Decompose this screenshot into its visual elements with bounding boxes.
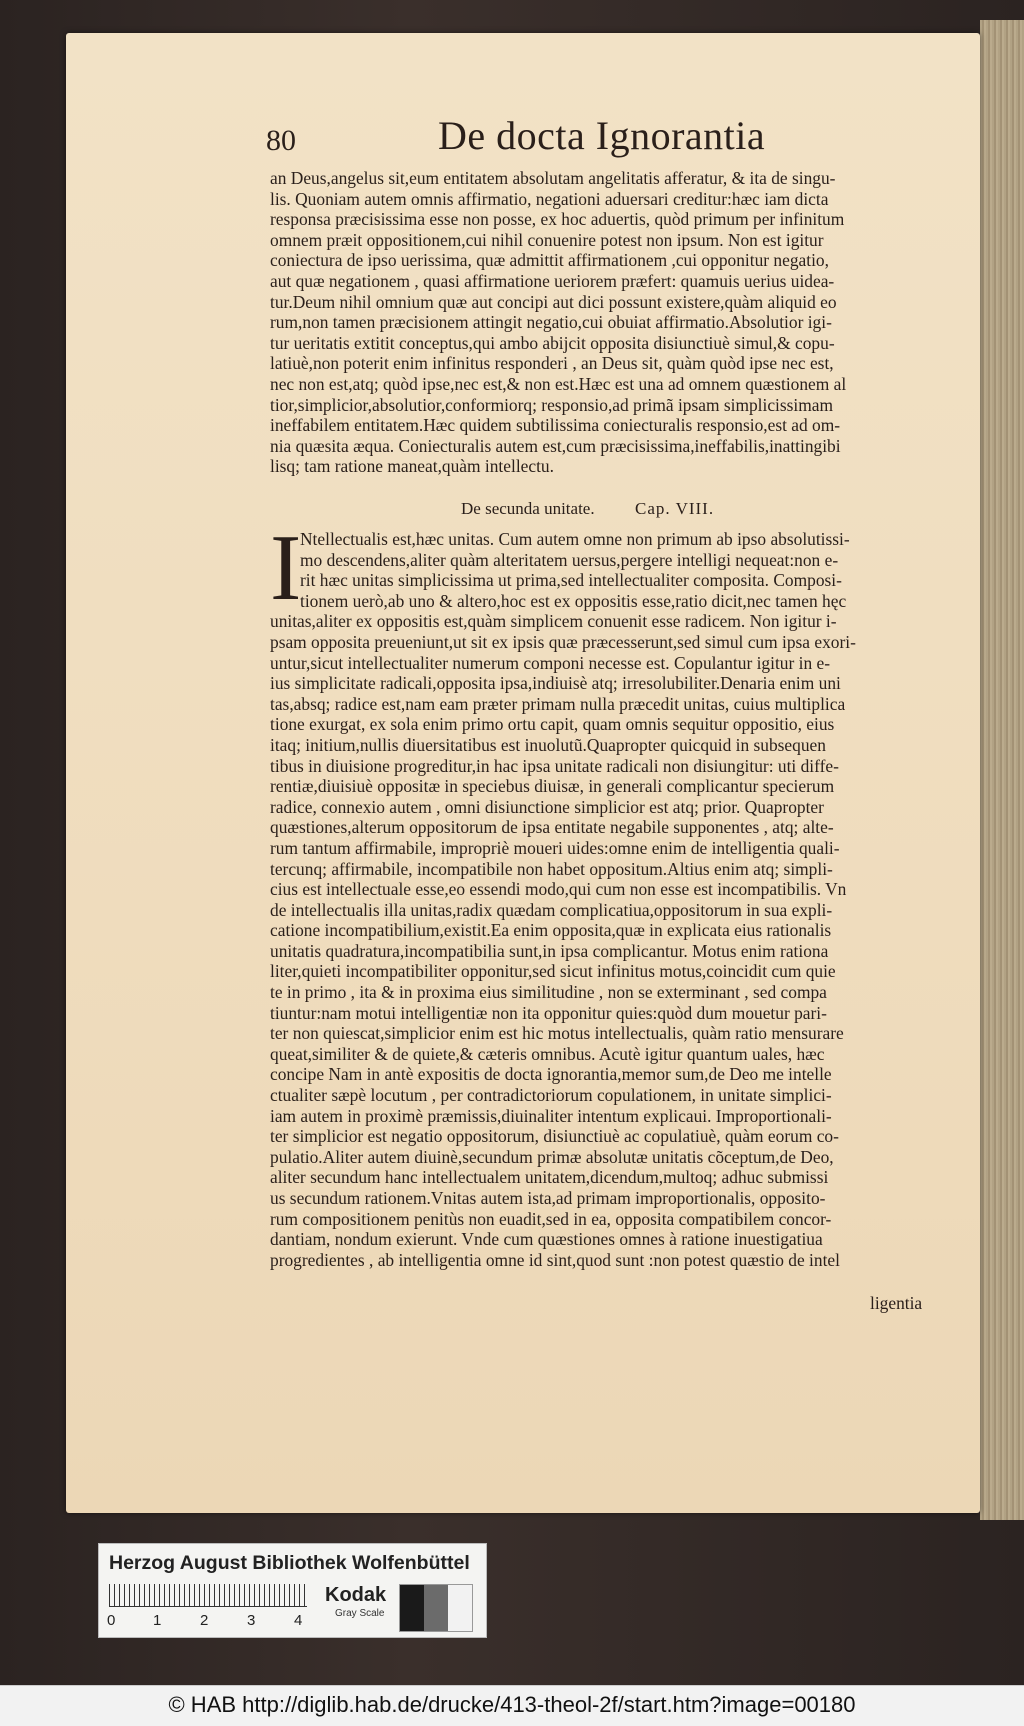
text-line: aut quæ negationem , quasi affirmatione ueriorem præfert: quamuis uerius uidea- <box>270 270 835 291</box>
gray-scale-label: Gray Scale <box>335 1608 385 1619</box>
text-line: ctualiter sæpè locutum , per contradictoriorum copulationem, in unitate simplici- <box>270 1085 832 1106</box>
text-line: unitas,aliter ex oppositis est,quàm simplicem conuenit esse radicem. Non igitur i- <box>270 611 837 632</box>
text-line: catione incompatibilium,existit.Ea enim opposita,quæ in explicata eius rationalis <box>270 920 832 941</box>
text-line: coniectura de ipso uerissima, quæ admittit affirmationem ,cui opponitur negatio, <box>270 250 829 271</box>
text-line: lis. Quoniam autem omnis affirmatio, negationi aduersari creditur:hæc iam dicta <box>270 188 829 209</box>
catchword: ligentia <box>870 1293 923 1313</box>
text-line: dantiam, nondum exierunt. Vnde cum quæstiones omnes à ratione inuestigatiua <box>270 1229 823 1250</box>
ruler-label: 2 <box>200 1612 209 1629</box>
text-line: tior,simplicior,absolutior,conformiorq; responsio,ad primã ipsam simplicissimam <box>270 394 834 415</box>
text-line: ius simplicitate radicali,opposita ipsa,indiuisè atq; irresolubiliter.Denaria enim uni <box>270 673 841 694</box>
ruler-label: 4 <box>294 1612 303 1629</box>
text-line: iam autem in proximè præmissis,diuinaliter intentum explicaui. Improportionali- <box>270 1105 832 1126</box>
text-line: tiuntur:nam motui intelligentiæ non ita opponitur quies:quòd dum mouetur pari- <box>270 1002 827 1023</box>
ruler-label: 3 <box>247 1612 256 1629</box>
text-line: untur,sicut intellectualiter numerum componi necesse est. Copulantur igitur in e- <box>270 652 831 673</box>
drop-cap: I <box>270 516 302 620</box>
chapter-title: De secunda unitate. <box>461 499 595 518</box>
chapter-label: Cap. VIII. <box>635 499 715 518</box>
text-line: tur ueritatis extitit conceptus,qui ambo abijcit opposita disiunctiuè simul,& copu- <box>270 332 835 353</box>
text-line: rum compositionem penitùs non euadit,sed in ea, opposita compatibilem concor- <box>270 1208 832 1229</box>
text-line: tibus in diuisione progreditur,in hac ipsa unitate radicali non disiungitur: uti diffe- <box>270 755 839 776</box>
gray-patch <box>448 1585 472 1631</box>
kodak-logo: Kodak <box>325 1584 387 1606</box>
text-line: rit hæc unitas simplicissima ut prima,sed intellectualiter composita. Composi- <box>300 570 842 591</box>
color-calibration-card <box>98 1543 487 1638</box>
next-page-edge <box>980 20 1024 1520</box>
ruler-labels <box>107 1612 327 1632</box>
chapter-heading <box>270 498 944 520</box>
footer-bar <box>0 1685 1024 1726</box>
text-line: latiuè,non poterit enim infinitus responderi , an Deus sit, quàm quòd ipse nec est, <box>270 353 834 374</box>
text-line: itaq; initium,nullis diuersitatibus est inuolutũ.Quapropter quicquid in subsequen <box>270 734 826 755</box>
text-line: nia quæsita æqua. Coniecturalis autem est,cum præcisissima,ineffabilis,inattingibi <box>270 435 841 456</box>
text-line: nec non est,atq; quòd ipse,nec est,& non est.Hæc est una ad omnem quæstionem al <box>270 373 847 394</box>
text-line: an Deus,angelus sit,eum entitatem absolutam angelitatis afferatur, & ita de singu- <box>270 168 836 188</box>
text-line: ter non quiescat,simplicior enim est hic motus intellectualis, quàm ratio mensurare <box>270 1023 844 1044</box>
gray-patch <box>424 1585 448 1631</box>
text-line: Ntellectualis est,hæc unitas. Cum autem omne non primum ab ipso absolutissi- <box>300 529 850 549</box>
text-line: responsa præcisissima esse non posse, ex hoc aduertis, quòd primum per infinitum <box>270 209 845 230</box>
text-line: cius est intellectuale esse,eo essendi modo,qui cum non esse est incompatibilis. Vn <box>270 879 847 900</box>
text-line: radice, connexio autem , omni disiunctione simplicior est atq; prior. Quapropter <box>270 796 824 817</box>
running-title: De docta Ignorantia <box>438 113 766 158</box>
gray-patch <box>400 1585 424 1631</box>
text-line: mo descendens,aliter quàm alteritatem uersus,pergere intelligi nequeat:non e- <box>300 549 839 570</box>
ruler-label: 0 <box>107 1612 116 1629</box>
text-line: de intellectualis illa unitas,radix quædam complicatiua,oppositorum in sua expli- <box>270 899 833 920</box>
text-line: tercunq; affirmabile, incompatibile non habet oppositum.Altius enim atq; simpli- <box>270 858 833 879</box>
text-line: liter,quieti incompatibiliter opponitur,sed sicut infinitus motus,coincidit cum quie <box>270 961 836 982</box>
text-line: queat,similiter & de quiete,& cæteris omnibus. Acutè igitur quantum uales, hæc <box>270 1043 825 1064</box>
text-line: tione exurgat, ex sola enim primo ortu capit, quam omnis sequitur oppositio, eius <box>270 714 835 735</box>
copyright-url[interactable]: © HAB http://diglib.hab.de/drucke/413-theol-2f/start.htm?image=00180 <box>168 1692 856 1717</box>
library-name: Herzog August Bibliothek Wolfenbüttel <box>109 1552 470 1574</box>
text-line: aliter secundum hanc intellectualem unitatem,dicendum,multoq; adhuc submissi <box>270 1167 829 1188</box>
paragraph-1 <box>270 168 944 477</box>
page-number: 80 <box>266 124 296 157</box>
text-line: quæstiones,alterum oppositorum de ipsa entitate negabile supponentes , atq; alte- <box>270 817 834 838</box>
text-line: us secundum rationem.Vnitas autem ista,ad primam improportionalis, opposito- <box>270 1188 826 1208</box>
text-line: tas,absq; radice est,nam eam præter primam nulla præcedit unitas, cuius multiplica <box>270 693 846 714</box>
text-line: rum tantum affirmabile, impropriè moueri uides:omne enim de intelligentia quali- <box>270 837 840 858</box>
text-line: ineffabilem entitatem.Hæc quidem subtilissima coniecturalis responsio,est ad om- <box>270 415 841 436</box>
text-line: unitatis quadratura,incompatibilia sunt,in ipsa complicantur. Motus enim rationa <box>270 940 829 961</box>
ruler-ticks <box>109 1584 307 1607</box>
gray-scale-patches <box>399 1584 473 1632</box>
paragraph-2 <box>270 529 944 1270</box>
text-line: concipe Nam in antè expositis de docta ignorantia,memor sum,de Deo me intelle <box>270 1064 832 1085</box>
text-line: pulatio.Aliter autem diuinè,secundum primæ absolutæ unitatis cõceptum,de Deo, <box>270 1146 834 1167</box>
text-line: tionem uerò,ab uno & altero,hoc est ex oppositis esse,ratio dicit,nec tamen hęc <box>300 590 847 611</box>
ruler <box>109 1584 307 1608</box>
text-line: psam opposita preueniunt,ut sit ex ipsis quæ præcesserunt,sed simul cum ipsa exori- <box>270 631 856 652</box>
text-line: omnem præit oppositionem,cui nihil conuenire potest non ipsum. Non est igitur <box>270 229 824 250</box>
text-line: ter simplicior est negatio oppositorum, disiunctiuè ac copulatiuè, quàm eorum co- <box>270 1126 839 1147</box>
text-line: rentiæ,diuisiuè oppositæ in speciebus diuisæ, in generali complicantur specierum <box>270 776 835 797</box>
text-line: tur.Deum nihil omnium quæ aut concipi aut dici possunt existere,quàm aliquid eo <box>270 291 837 312</box>
page-header <box>266 112 766 164</box>
text-line: rum,non tamen præcisionem attingit negatio,cui obuiat affirmatio.Absolutior igi- <box>270 312 832 333</box>
text-line: te in primo , ita & in proxima eius similitudine , non se exterminant , sed compa <box>270 982 827 1003</box>
ruler-label: 1 <box>153 1612 162 1629</box>
text-line: progredientes , ab intelligentia omne id sint,quod sunt :non potest quæstio de intel <box>270 1249 840 1270</box>
text-line: lisq; tam ratione maneat,quàm intellectu. <box>270 456 554 477</box>
